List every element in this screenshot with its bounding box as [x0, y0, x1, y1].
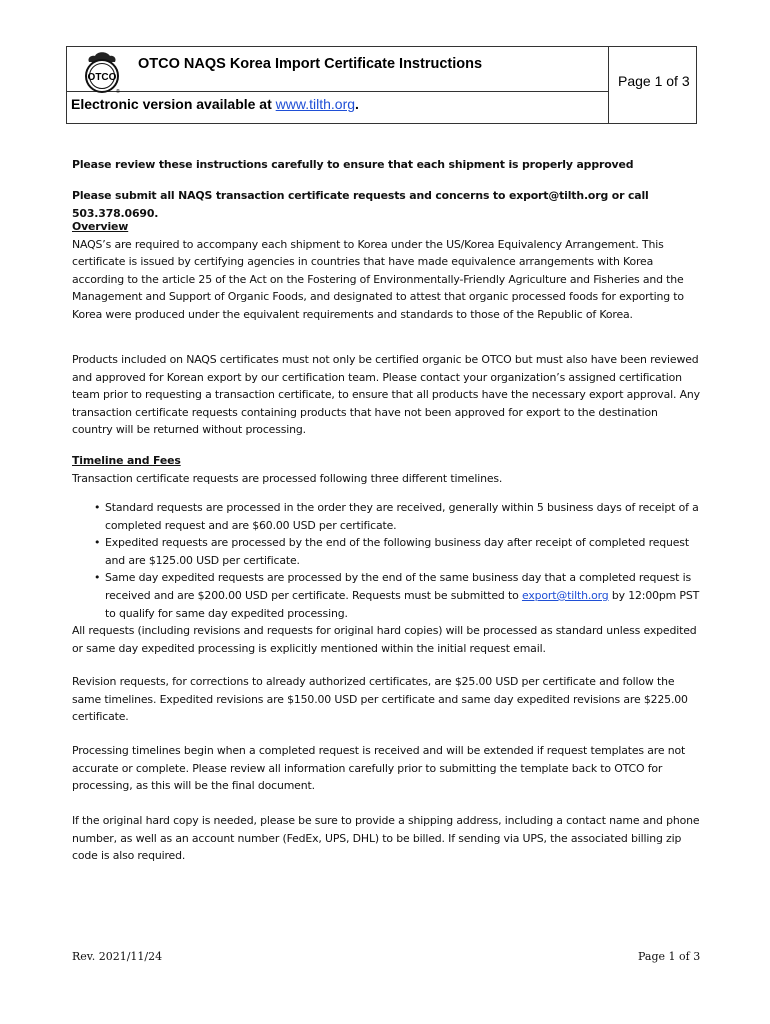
intro-line-2: Please submit all NAQS transaction certificate requests and concerns to export@tilth.org or call 503.378.0690. — [72, 189, 649, 220]
timeline-intro: Transaction certificate requests are processed following three different timelines. — [72, 471, 503, 485]
all-requests-paragraph: All requests (including revisions and requests for original hard copies) will be processed as standard unless expedited or same day expedited processing is explicitly mentioned within the initial request email. — [72, 624, 697, 655]
bullet-icon: • — [94, 501, 101, 514]
timeline-bullet-list — [72, 499, 700, 622]
electronic-version-note — [71, 96, 359, 112]
footer-page-number: Page 1 of 3 — [638, 950, 701, 963]
hard-copy-paragraph: If the original hard copy is needed, please be sure to provide a shipping address, including a contact name and phone number, as well as an account number (FedEx, UPS, DHL) to be billed. If sending via UPS, the associated billing zip code is also required. — [72, 814, 700, 863]
otco-logo-icon — [77, 50, 127, 94]
list-item: • Same day expedited requests are processed by the end of the same business day that a completed request is received and are $200.00 USD per certificate. Requests must be submitted to export@tilth.org by 12:00pm PST to qualify for same day expedited processing. — [94, 571, 700, 620]
overview-paragraph-1: NAQS’s are required to accompany each shipment to Korea under the US/Korea Equivalency Arrangement. This certificate is issued by certifying agencies in countries that have made equivalence arrangements with Korea according to the article 25 of the Act on the Fostering of Environmentally-Friendly Agriculture and Fisheries and the Management and Support of Organic Foods, and designated to attest that organic processed foods for exporting to Korea were produced under the equivalent requirements and standards to those of the Republic of Korea. — [72, 237, 684, 321]
overview-section — [72, 218, 700, 324]
logo-text: OTCO — [87, 72, 117, 83]
processing-paragraph: Processing timelines begin when a completed request is received and will be extended if request templates are not accurate or complete. Please review all information carefully prior to submitting the template back to OTCO for processing, as this will be the final document. — [72, 744, 686, 793]
overview-paragraph-2-block — [72, 351, 700, 439]
overview-paragraph-2: Products included on NAQS certificates must not only be certified organic be OTCO but must also have been reviewed and approved for Korean export by our certification team. Please contact your organization’s assigned certification team prior to requesting a transaction certificate, to ensure that all products have the necessary export approval. Any transaction certificate requests containing products that have not been approved for export to the destination country will be returned without processing. — [72, 353, 700, 437]
electronic-version-suffix: . — [355, 96, 359, 112]
header-box — [66, 46, 697, 124]
revision-paragraph-block — [72, 673, 700, 726]
timeline-heading: Timeline and Fees — [72, 454, 181, 467]
timeline-section — [72, 452, 700, 487]
header-page-number: Page 1 of 3 — [618, 73, 690, 89]
list-item: • Standard requests are processed in the order they are received, generally within 5 business days of receipt of a completed request and are $60.00 USD per certificate. — [94, 501, 699, 532]
electronic-version-prefix: Electronic version available at — [71, 96, 276, 112]
overview-heading: Overview — [72, 220, 129, 233]
bullet-icon: • — [94, 536, 101, 550]
timeline-bullets — [72, 499, 700, 657]
processing-paragraph-block — [72, 742, 700, 795]
intro-line-1: Please review these instructions carefully to ensure that each shipment is properly approved — [72, 158, 634, 171]
hard-copy-paragraph-block — [72, 812, 700, 865]
svg-text:®: ® — [116, 89, 120, 94]
bullet-icon: • — [94, 571, 101, 585]
list-item: • Expedited requests are processed by the end of the following business day after receipt of completed request and are $125.00 USD per certificate. — [94, 536, 689, 567]
header-divider-vertical — [608, 47, 609, 123]
tilth-website-link[interactable]: www.tilth.org — [275, 96, 356, 112]
revision-paragraph: Revision requests, for corrections to already authorized certificates, are $25.00 USD per certificate and follow the same timelines. Expedited revisions are $150.00 USD per certificate and same day expedited revisions are $225.00 certificate. — [72, 675, 688, 724]
header-divider-horizontal — [67, 91, 608, 92]
page-title: OTCO NAQS Korea Import Certificate Instructions — [138, 56, 483, 72]
footer-revision: Rev. 2021/11/24 — [72, 950, 163, 963]
export-email-link[interactable]: export@tilth.org — [521, 588, 609, 602]
